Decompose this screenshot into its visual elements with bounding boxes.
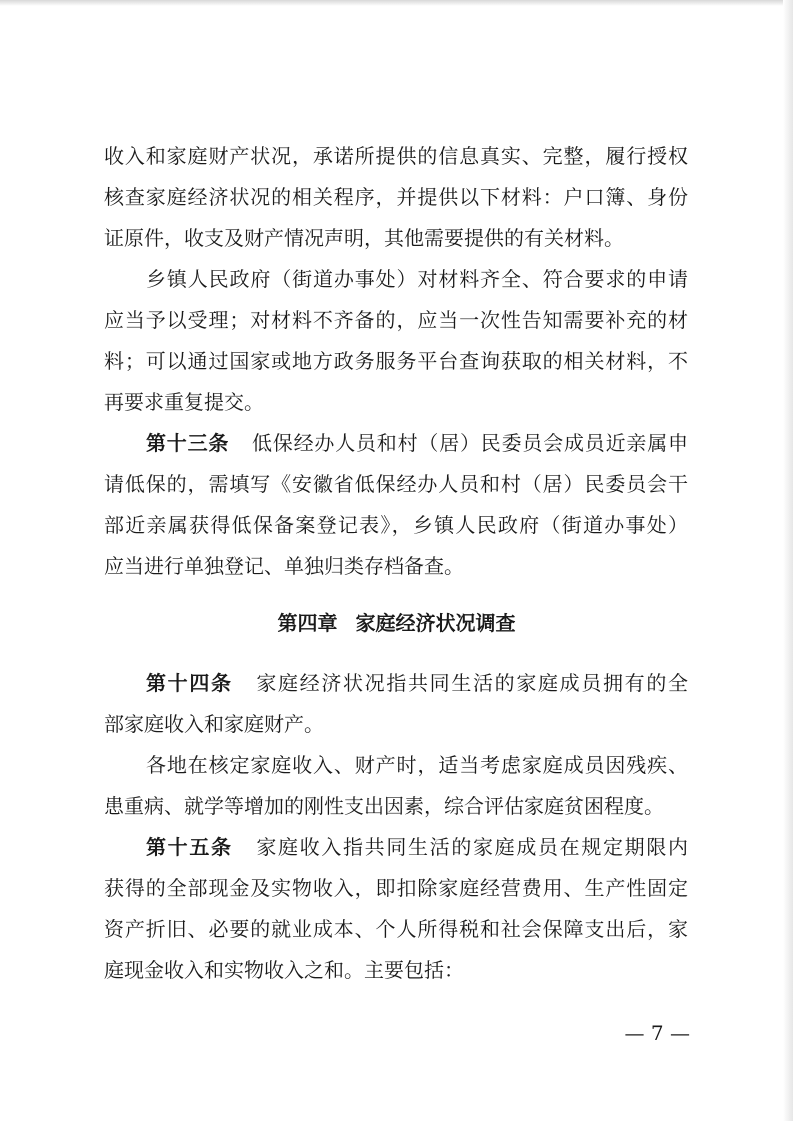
- paragraph-3-line-1: 各地在核定家庭收入、财产时，适当考虑家庭成员因残疾、: [146, 753, 688, 777]
- article-15-heading: 第十五条: [146, 835, 233, 859]
- article-15-line-3: 资产折旧、必要的就业成本、个人所得税和社会保障支出后，家: [104, 917, 688, 941]
- paragraph-3-line-2: 患重病、就学等增加的刚性支出因素，综合评估家庭贫困程度。: [104, 794, 664, 818]
- paragraph-2-line-2: 应当予以受理；对材料不齐备的，应当一次性告知需要补充的材: [104, 308, 688, 332]
- scan-edge-top: [0, 0, 793, 6]
- paragraph-1-line-1: 收入和家庭财产状况，承诺所提供的信息真实、完整，履行授权: [104, 144, 688, 168]
- paragraph-1-line-3: 证原件，收支及财产情况声明，其他需要提供的有关材料。: [104, 226, 624, 250]
- chapter-title: 家庭经济状况调查: [355, 611, 516, 635]
- paragraph-2-line-1: 乡镇人民政府（街道办事处）对材料齐全、符合要求的申请: [146, 267, 688, 291]
- chapter-heading: [0, 603, 793, 643]
- article-15-line-2: 获得的全部现金及实物收入，即扣除家庭经营费用、生产性固定: [104, 876, 688, 900]
- article-13-heading: 第十三条: [146, 431, 230, 455]
- article-13-text: 低保经办人员和村（居）民委员会成员近亲属申: [251, 431, 689, 455]
- article-14-line-2: 部家庭收入和家庭财产。: [104, 712, 324, 736]
- article-13-line-4: 应当进行单独登记、单独归类存档备查。: [104, 554, 464, 578]
- page-number: — 7 —: [624, 1021, 690, 1045]
- paragraph-2-line-4: 再要求重复提交。: [104, 390, 264, 414]
- article-13-line-1: [146, 423, 688, 463]
- scan-edge-right: [783, 0, 793, 1121]
- paragraph-1-line-2: 核查家庭经济状况的相关程序，并提供以下材料：户口簿、身份: [104, 185, 688, 209]
- article-15-text: 家庭收入指共同生活的家庭成员在规定期限内: [254, 835, 689, 859]
- paragraph-2-line-3: 料；可以通过国家或地方政务服务平台查询获取的相关材料，不: [104, 349, 688, 373]
- article-13-line-3: 部近亲属获得低保备案登记表》，乡镇人民政府（街道办事处）: [104, 513, 688, 537]
- article-15-line-1: [146, 827, 688, 867]
- article-15-line-4: 庭现金收入和实物收入之和。主要包括：: [104, 958, 464, 982]
- article-14-line-1: [146, 663, 688, 703]
- chapter-number: 第四章: [277, 611, 338, 635]
- article-13-line-2: 请低保的，需填写《安徽省低保经办人员和村（居）民委员会干: [104, 472, 688, 496]
- article-14-text: 家庭经济状况指共同生活的家庭成员拥有的全: [254, 671, 689, 695]
- article-14-heading: 第十四条: [146, 671, 233, 695]
